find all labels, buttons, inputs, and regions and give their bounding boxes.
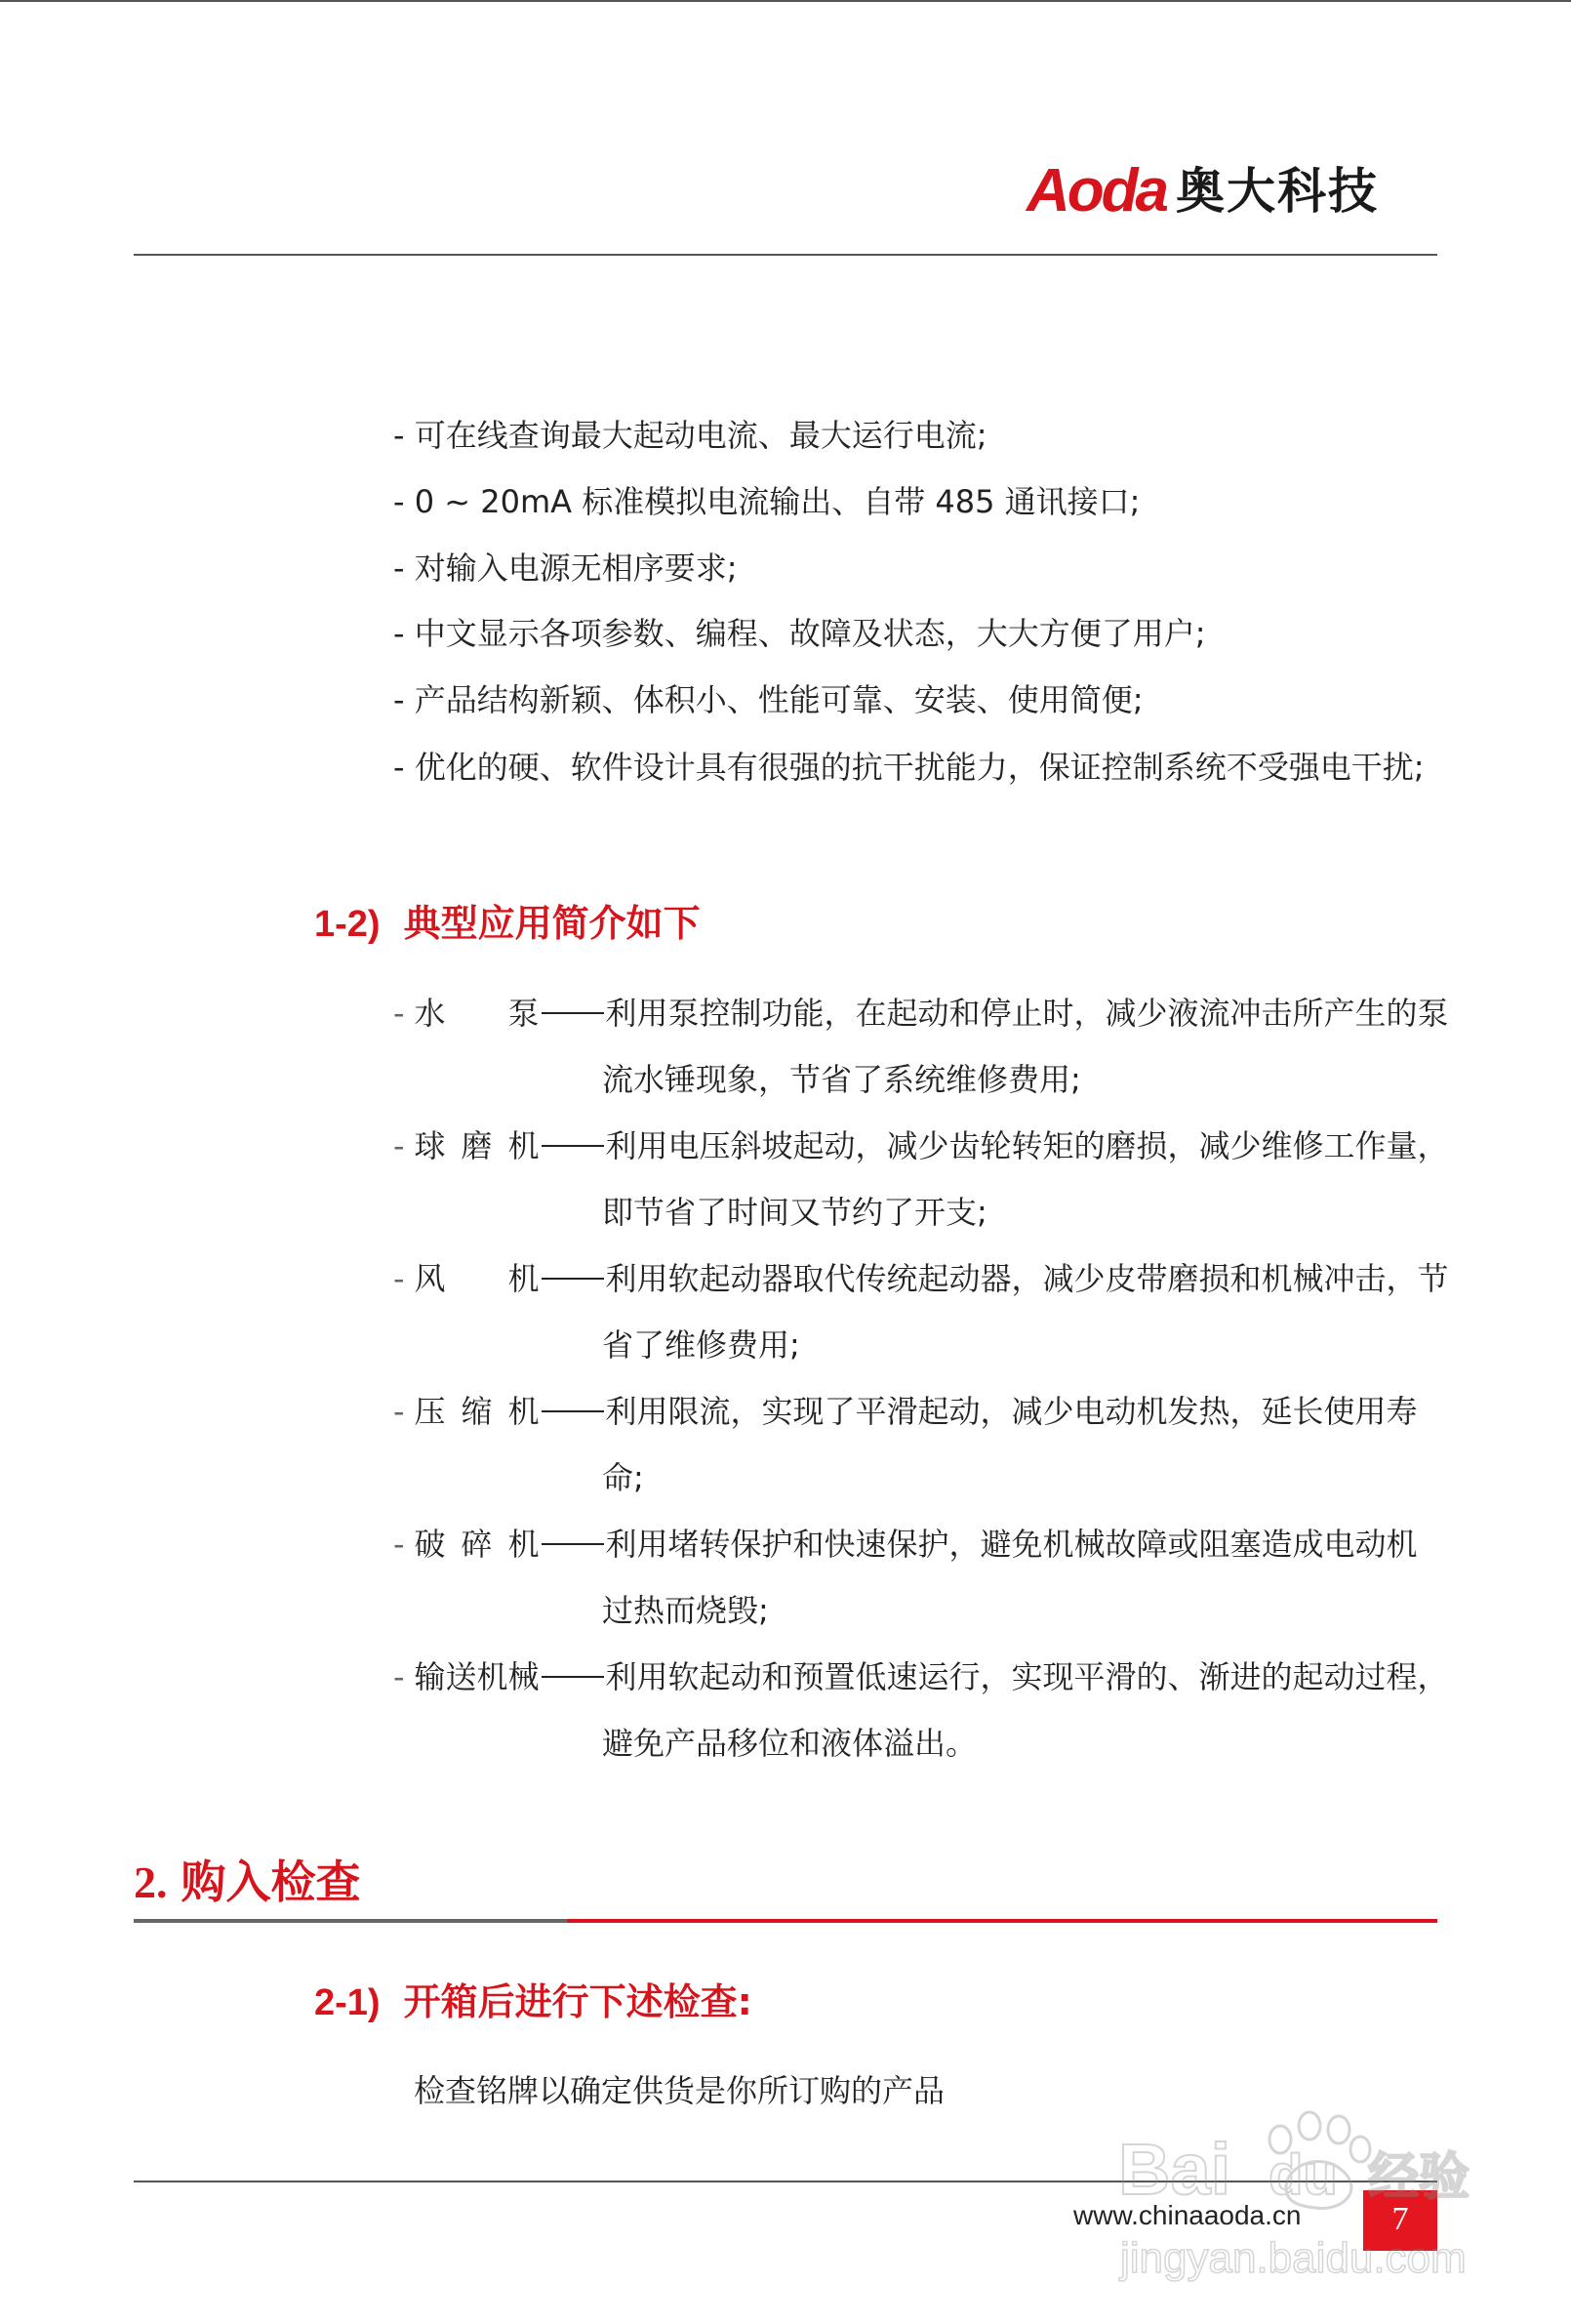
subsection-number: 2-1) bbox=[314, 1982, 381, 2023]
application-desc-cont: 过热而烧毁; bbox=[602, 1592, 769, 1629]
logo-wordmark: Aoda bbox=[1027, 157, 1166, 224]
top-border-line bbox=[0, 0, 1571, 2]
logo-chinese-name: 奥大科技 bbox=[1176, 163, 1379, 220]
application-desc: 利用限流，实现了平滑起动，减少电动机发热，延长使用寿 bbox=[605, 1393, 1418, 1430]
application-desc-cont: 命; bbox=[602, 1459, 644, 1496]
feature-item: - 中文显示各项参数、编程、故障及状态，大大方便了用户; bbox=[393, 615, 1206, 652]
list-dash: - bbox=[393, 1526, 405, 1563]
list-dash: - bbox=[393, 995, 405, 1032]
subsection-title: 典型应用简介如下 bbox=[403, 902, 701, 945]
company-logo bbox=[1027, 156, 1379, 226]
application-desc: 利用软起动器取代传统起动器，减少皮带磨损和机械冲击，节 bbox=[605, 1260, 1449, 1297]
subsection-heading-1-2 bbox=[314, 898, 701, 950]
application-name: 水泵 bbox=[414, 995, 540, 1032]
application-item bbox=[393, 1655, 1449, 1698]
section-heading-2 bbox=[134, 1853, 361, 1912]
watermark-cn: 经验 bbox=[1368, 2148, 1470, 2207]
application-desc-cont: 省了维修费用; bbox=[602, 1326, 800, 1364]
application-name: 风机 bbox=[414, 1260, 540, 1297]
em-dash bbox=[542, 1676, 604, 1678]
feature-item: - 产品结构新颖、体积小、性能可靠、安装、使用简便; bbox=[393, 681, 1144, 718]
application-desc: 利用堵转保护和快速保护，避免机械故障或阻塞造成电动机 bbox=[605, 1526, 1418, 1563]
list-dash: - bbox=[393, 1393, 405, 1430]
application-item bbox=[393, 1390, 1418, 1433]
watermark-url: jingyan.baidu.com bbox=[1120, 2234, 1467, 2282]
check-instruction: 检查铭牌以确定供货是你所订购的产品 bbox=[414, 2072, 946, 2109]
application-desc-cont: 即节省了时间又节约了开支; bbox=[602, 1194, 987, 1231]
subsection-number: 1-2) bbox=[314, 904, 381, 945]
feature-item: - 0 ~ 20mA 标准模拟电流输出、自带 485 通讯接口; bbox=[393, 483, 1141, 520]
application-desc: 利用泵控制功能，在起动和停止时，减少液流冲击所产生的泵 bbox=[605, 995, 1449, 1032]
application-name: 球磨机 bbox=[414, 1127, 540, 1164]
application-item bbox=[393, 992, 1449, 1035]
watermark-text: Bai bbox=[1118, 2129, 1231, 2210]
application-item bbox=[393, 1257, 1449, 1300]
application-desc: 利用软起动和预置低速运行，实现平滑的、渐进的起动过程， bbox=[605, 1658, 1449, 1695]
list-dash: - bbox=[393, 1658, 405, 1695]
list-dash: - bbox=[393, 1127, 405, 1164]
watermark-du: du bbox=[1269, 2143, 1338, 2207]
em-dash bbox=[542, 1543, 604, 1545]
application-item bbox=[393, 1523, 1418, 1566]
feature-item: - 可在线查询最大起动电流、最大运行电流; bbox=[393, 417, 987, 454]
application-name: 破碎机 bbox=[414, 1526, 540, 1563]
application-item bbox=[393, 1124, 1449, 1167]
header-divider bbox=[134, 254, 1437, 256]
list-dash: - bbox=[393, 1260, 405, 1297]
application-desc-cont: 流水锤现象，节省了系统维修费用; bbox=[602, 1061, 1081, 1098]
section-number: 2. bbox=[134, 1857, 168, 1907]
application-desc: 利用电压斜坡起动，减少齿轮转矩的磨损，减少维修工作量， bbox=[605, 1127, 1449, 1164]
subsection-title: 开箱后进行下述检查: bbox=[403, 1980, 752, 2023]
feature-item: - 优化的硬、软件设计具有很强的抗干扰能力，保证控制系统不受强电干扰; bbox=[393, 749, 1425, 786]
em-dash bbox=[542, 1012, 604, 1014]
application-name: 压缩机 bbox=[414, 1393, 540, 1430]
footer-website: www.chinaaoda.cn bbox=[1073, 2200, 1302, 2230]
section-underline-red bbox=[567, 1919, 1437, 1923]
em-dash bbox=[542, 1145, 604, 1147]
feature-item: - 对输入电源无相序要求; bbox=[393, 550, 738, 587]
baidu-watermark bbox=[1112, 2089, 1483, 2294]
subsection-heading-2-1 bbox=[314, 1977, 752, 2028]
em-dash bbox=[542, 1410, 604, 1412]
application-desc-cont: 避免产品移位和液体溢出。 bbox=[602, 1725, 978, 1762]
em-dash bbox=[542, 1278, 604, 1280]
section-title: 购入检查 bbox=[181, 1855, 361, 1908]
section-underline-gray bbox=[134, 1919, 567, 1923]
page-number: 7 bbox=[1391, 2201, 1409, 2237]
application-name: 输送机械 bbox=[414, 1658, 540, 1695]
